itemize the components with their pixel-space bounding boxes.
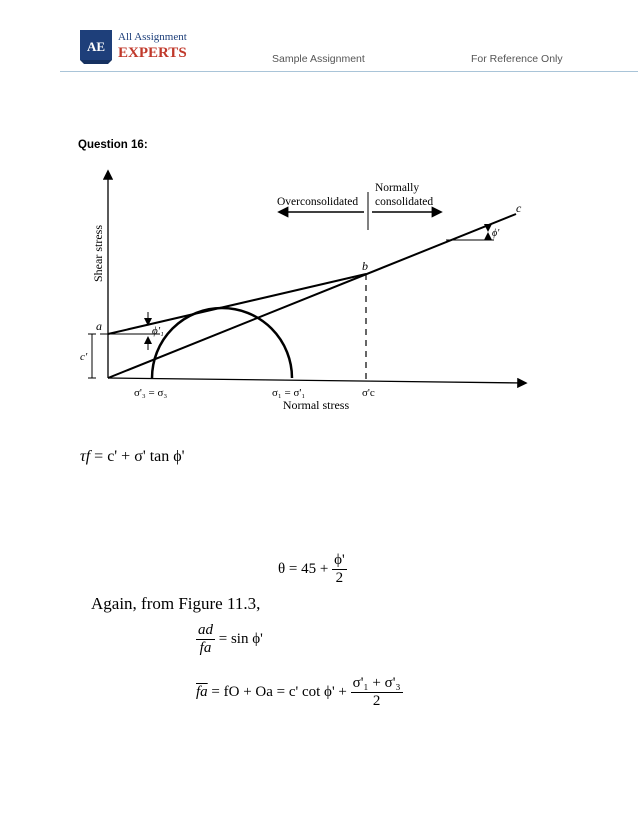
normally-label-line1: Normally xyxy=(375,182,420,194)
question-label: Question 16: xyxy=(78,139,148,151)
label-phi: ϕ' xyxy=(492,228,500,239)
normally-label-line2: consolidated xyxy=(375,196,434,208)
tick-sigma1: σ₁ = σ'₁ xyxy=(272,387,306,399)
eq2-lhs: θ = 45 + xyxy=(278,560,329,577)
equation-failure-criterion xyxy=(80,448,185,466)
eq2-numerator: ϕ' xyxy=(334,552,345,568)
equation-sin-phi xyxy=(196,622,263,657)
x-axis xyxy=(108,378,525,383)
eq1-lhs: τf xyxy=(80,448,91,465)
tick-sigma3: σ'₃ = σ₃ xyxy=(134,387,168,399)
logo-line1: All Assignment xyxy=(118,31,187,43)
eq4-denominator: 2 xyxy=(351,692,403,710)
eq4-middle: = fO + Oa = c' cot ϕ' + xyxy=(211,683,347,700)
label-phi1: ϕ'₁ xyxy=(152,325,164,337)
company-logo xyxy=(78,26,198,66)
paragraph-text: Again, from Figure 11.3, xyxy=(91,594,261,613)
eq3-numerator: ad xyxy=(198,622,213,638)
logo-line2: EXPERTS xyxy=(118,45,187,61)
overconsolidated-label: Overconsolidated xyxy=(277,196,359,208)
label-b: b xyxy=(362,259,368,273)
eq3-rhs: = sin ϕ' xyxy=(218,630,263,647)
eq3-denominator: fa xyxy=(196,639,215,657)
eq1-rhs: = c' + σ' tan ϕ' xyxy=(94,448,185,465)
tick-sigma-c: σ'c xyxy=(362,387,375,399)
logo-initials: AE xyxy=(86,39,106,54)
label-c: c xyxy=(516,201,522,215)
equation-fa xyxy=(196,675,403,710)
header-center-text: Sample Assignment xyxy=(272,53,365,65)
equation-theta xyxy=(278,552,347,587)
y-axis-label: Shear stress xyxy=(91,225,105,282)
x-axis-label: Normal stress xyxy=(282,398,350,412)
label-a: a xyxy=(96,319,102,333)
label-c-prime: c' xyxy=(80,351,88,363)
header-divider xyxy=(60,71,638,72)
eq4-lhs: $\overline{fa}$ xyxy=(196,683,208,700)
header-right-text: For Reference Only xyxy=(471,53,563,65)
oc-envelope xyxy=(108,274,366,334)
nc-envelope xyxy=(108,214,516,378)
eq4-numerator: σ'₁ + σ'₃ xyxy=(352,675,401,691)
eq2-denominator: 2 xyxy=(332,569,347,587)
mohr-circle-figure xyxy=(80,162,540,442)
